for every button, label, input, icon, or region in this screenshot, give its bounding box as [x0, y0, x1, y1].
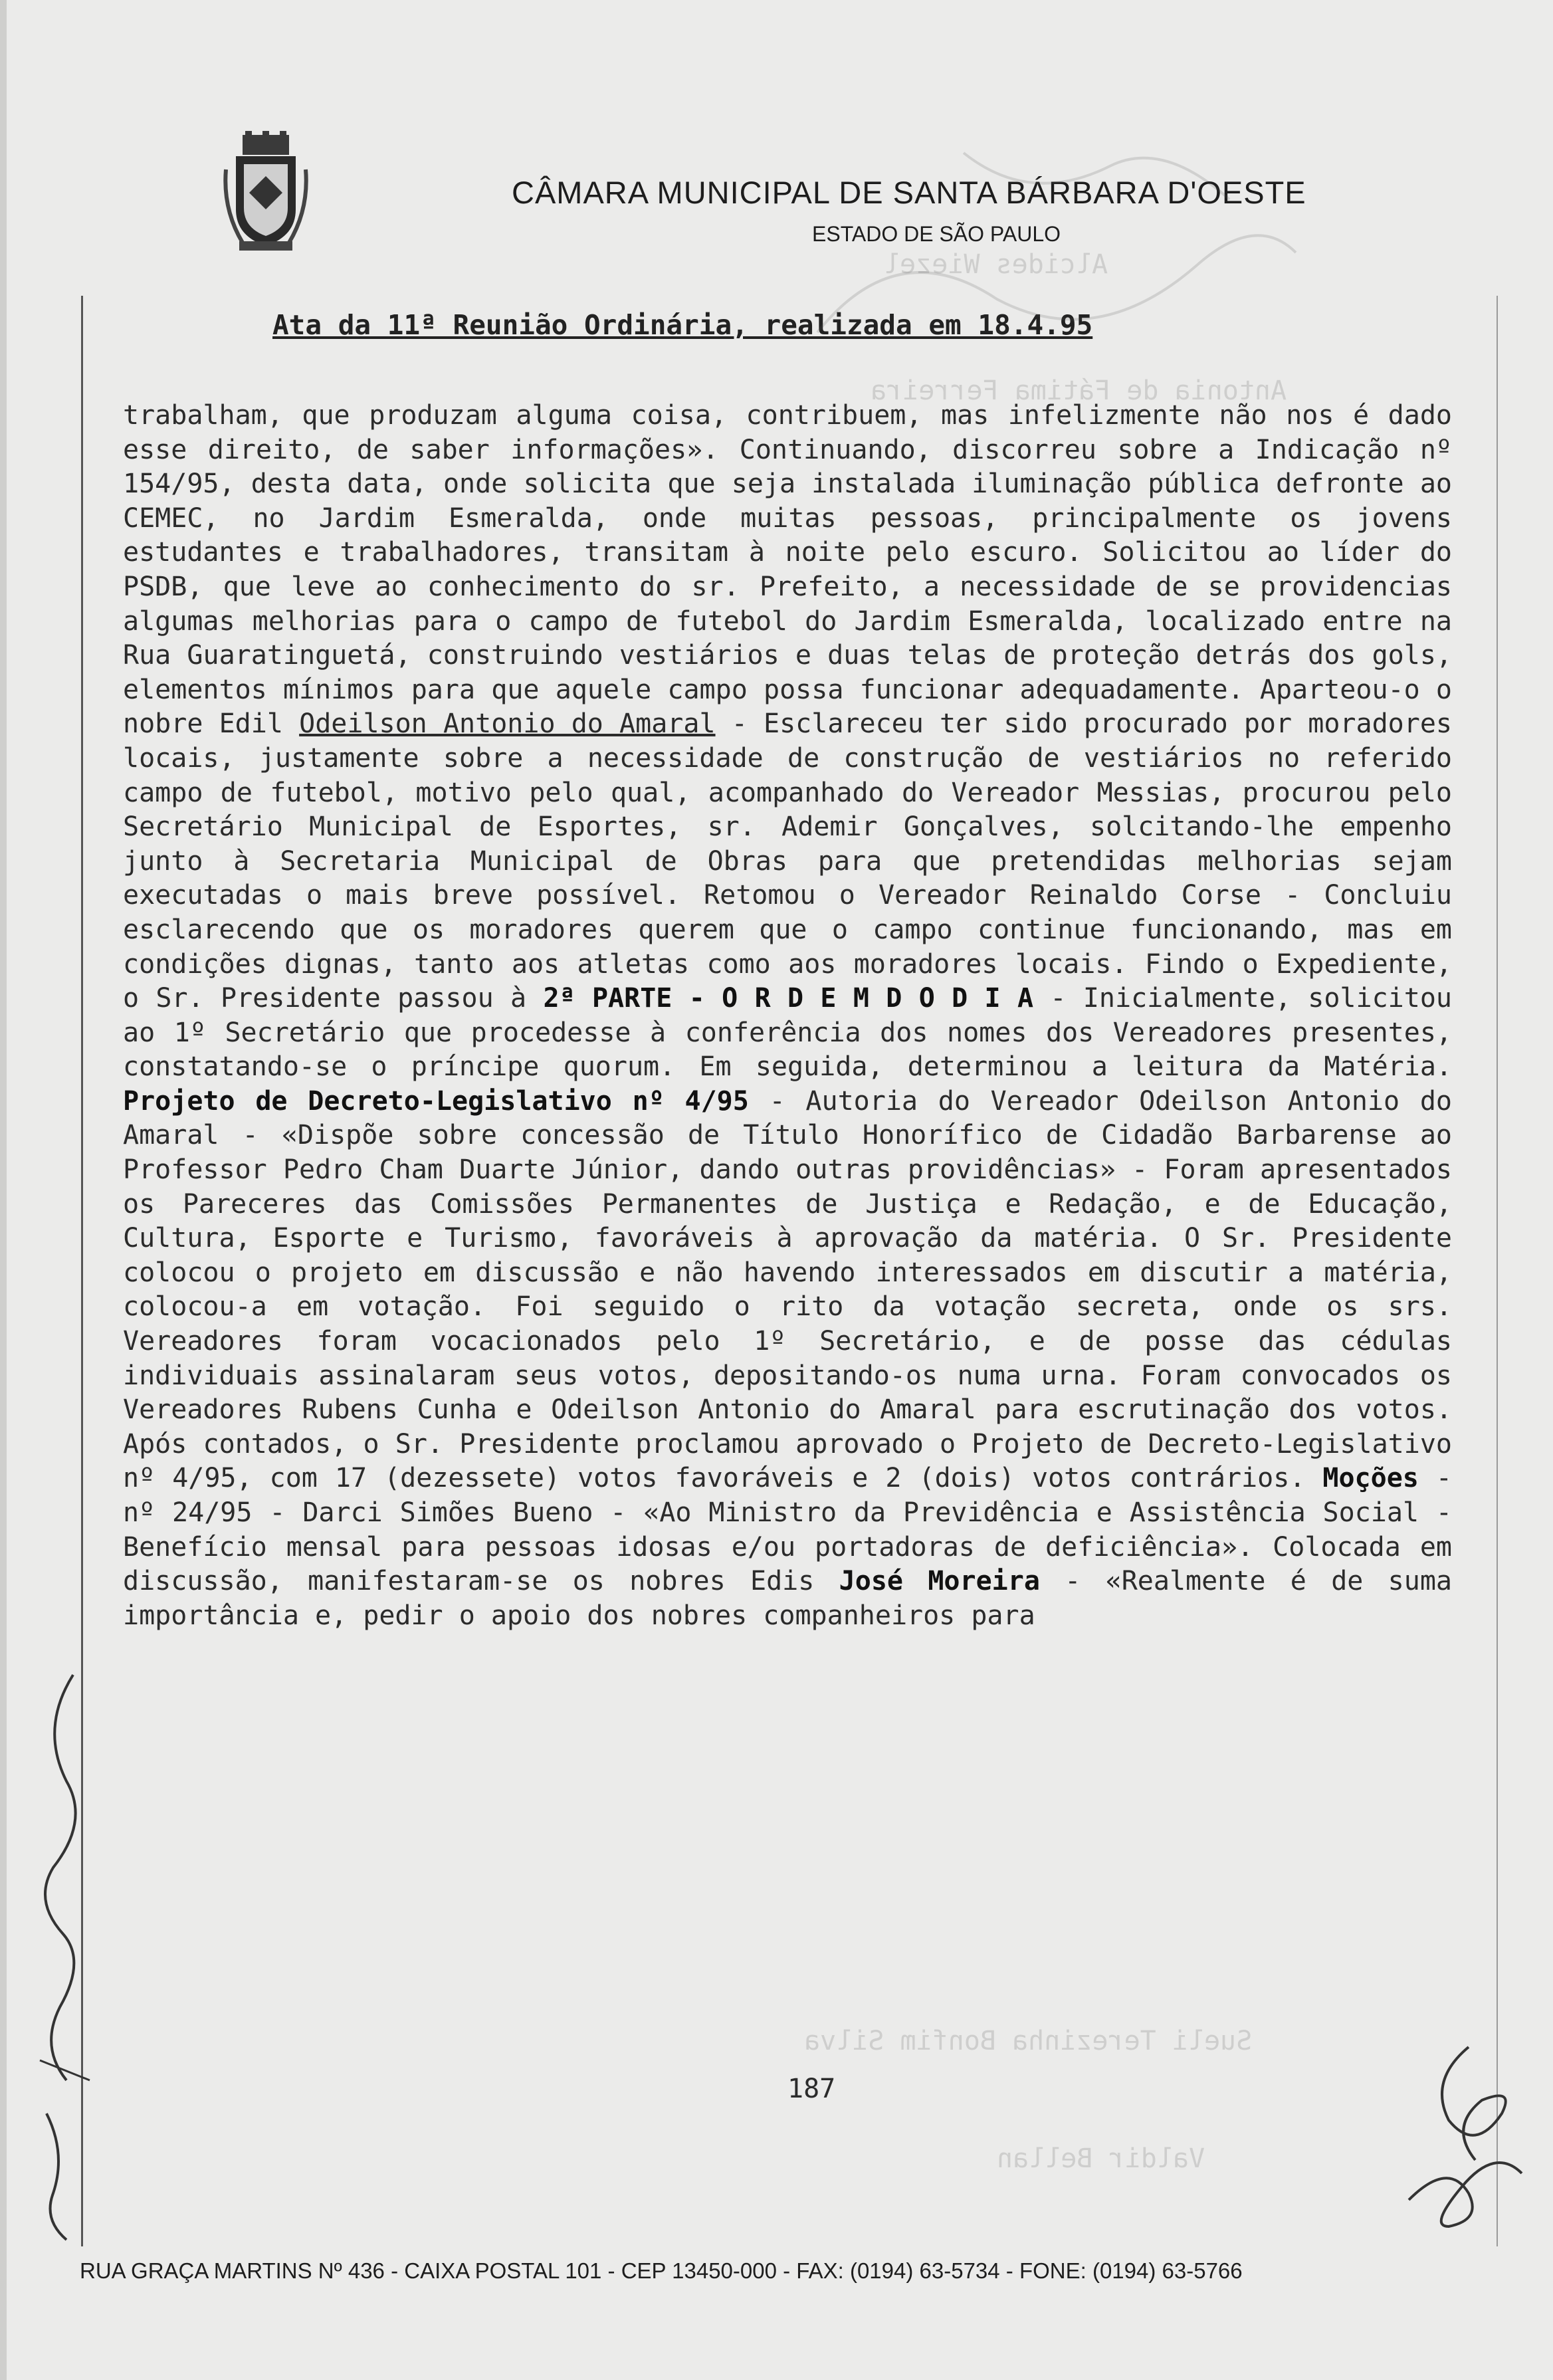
body-text-segment: - Autoria do Vereador Odeilson Antonio do Amaral - «Dispõe sobre concessão de Título Honorífico de Cidadão Barbarense ao Professor Pedro Cham Duarte Júnior, dando outras providências» - Foram apresentados os Pareceres das Comissões Permanentes de Justiça e Redação, e de Educação, Cultura, Esporte e Turismo, favoráveis à aprovação da matéria. O Sr. Presidente colocou o projeto em discussão e não havendo interessados em discutir a matéria, colocou-a em votação. Foi seguido o rito da votação secreta, onde os srs. Vereadores foram vocacionados pelo 1º Secretário, e de posse das cédulas individuais assinalaram seus votos, depositando-os numa urna. Foram convocados os Vereadores Rubens Cunha e Odeilson Antonio do Amaral para escrutinação dos votos. Após contados, o Sr. Presidente proclamou aprovado o Projeto de Decreto-Legislativo nº 4/95, com 17 (dezessete) votos favoráveis e 2 (dois) votos contrários. [123, 1085, 1452, 1494]
minute-body [123, 399, 1452, 1633]
minute-paragraph [123, 399, 1452, 1633]
body-text-segment: - nº 24/95 - Darci Simões Bueno - «Ao Ministro da Previdência e Assistência Social - Benefício mensal para pessoas idosas e/ou portadoras de deficiência». Colocada em discussão, manifestaram-se os nobres Edis [123, 1463, 1452, 1597]
motions-heading: Moções [1322, 1463, 1419, 1494]
page-number: 187 [787, 2074, 836, 2104]
councilor-name: Odeilson Antonio do Amaral [299, 708, 716, 740]
bleed-through-text: Antonia de Fátima Ferreira [871, 376, 1287, 406]
body-text-segment: trabalham, que produzam alguma coisa, contribuem, mas infelizmente não nos é dado esse direito, de saber informações». Continuando, discorreu sobre a Indicação nº 154/95, desta data, onde solicita que seja instalada iluminação pública defronte ao CEMEC, no Jardim Esmeralda, onde muitas pessoas, principalmente os jovens estudantes e trabalhadores, transitam à noite pelo escuro. Solicitou ao líder do PSDB, que leve ao conhecimento do sr. Prefeito, a necessidade de se providencias algumas melhorias para o campo de futebol do Jardim Esmeralda, localizado entre na Rua Guaratinguetá, construindo vestiários e duas telas de proteção detrás dos gols, elementos mínimos para que aquele campo possa funcionar adequadamente. Aparteou-o o nobre Edil [123, 400, 1452, 740]
body-text-segment: - Inicialmente, solicitou ao 1º Secretário que procedesse à conferência dos nomes dos Vereadores presentes, constatando-se o príncipe quorum. Em seguida, determinou a leitura da Matéria. [123, 983, 1452, 1083]
coat-of-arms-icon [223, 130, 309, 256]
bleed-through-text: Sueli Terezinha Bonfim Silva [804, 2026, 1253, 2056]
institution-state: ESTADO DE SÃO PAULO [812, 222, 1061, 246]
faint-bleed-signature-icon [764, 100, 1329, 399]
order-of-day-heading: 2ª PARTE - O R D E M D O D I A [543, 983, 1034, 1014]
project-heading: Projeto de Decreto-Legislativo nº 4/95 [123, 1085, 749, 1117]
page-binding-edge [0, 0, 7, 2380]
minute-title: Ata da 11ª Reunião Ordinária, realizada em 18.4.95 [272, 309, 1093, 341]
rubric-signature-icon [1369, 2027, 1535, 2240]
institution-title: CÂMARA MUNICIPAL DE SANTA BÁRBARA D'OESTE [512, 175, 1306, 210]
bleed-through-text: Alcides Wiezel [884, 249, 1108, 280]
body-text-segment: - «Realmente é de suma importância e, pedir o apoio dos nobres companheiros para [123, 1566, 1453, 1631]
right-margin-line [1497, 296, 1498, 2246]
councilor-name-bold: José Moreira [839, 1566, 1040, 1597]
body-text-segment: - Esclareceu ter sido procurado por moradores locais, justamente sobre a necessidade de construção de vestiários no referido campo de futebol, motivo pelo qual, acompanhado do Vereador Messias, procurou pelo Secretário Municipal de Esportes, sr. Ademir Gonçalves, solcitando-lhe empenho junto à Secretaria Municipal de Obras para que pretendidas melhorias sejam executadas o mais breve possível. Retomou o Vereador Reinaldo Corse - Concluiu esclarecendo que os moradores querem que o campo continue funcionando, mas em condições dignas, tanto aos atletas como aos moradores locais. Findo o Expediente, o Sr. Presidente passou à [123, 708, 1453, 1014]
margin-signature-icon [27, 1648, 100, 2246]
footer-address: RUA GRAÇA MARTINS Nº 436 - CAIXA POSTAL 101 - CEP 13450-000 - FAX: (0194) 63-5734 - FONE: (0194) 63-5766 [80, 2258, 1243, 2283]
bleed-through-text: Valdir Bellan [997, 2143, 1205, 2174]
